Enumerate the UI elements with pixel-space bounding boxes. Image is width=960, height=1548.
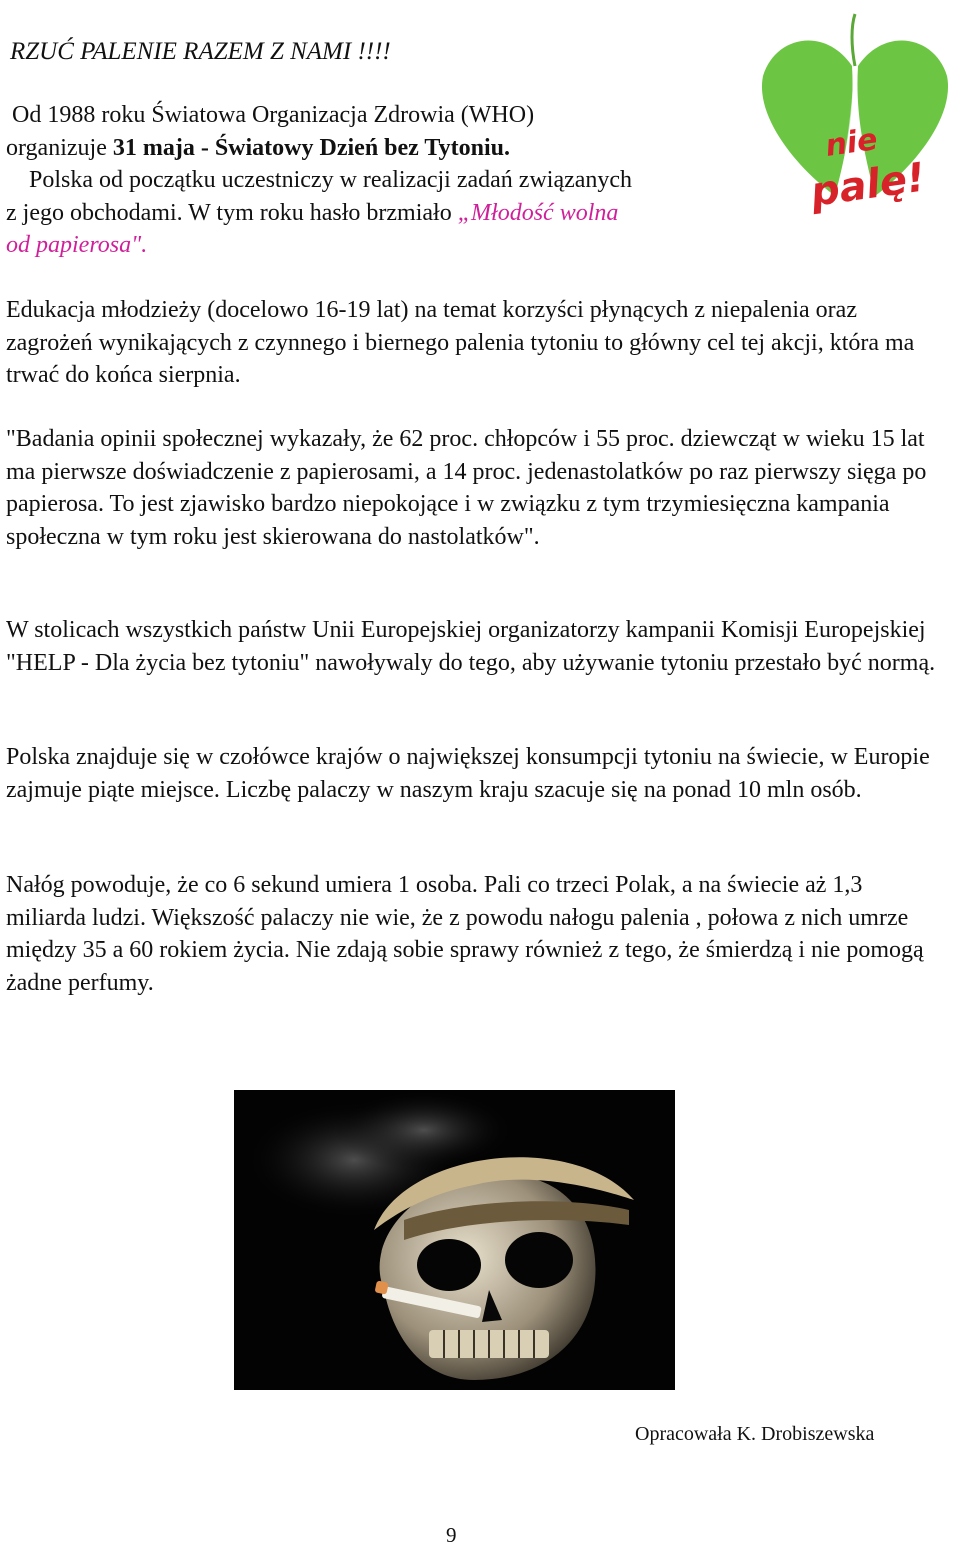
paragraph-education: Edukacja młodzieży (docelowo 16-19 lat) na temat korzyści płynących z niepalenia oraz zagrożeń wynikających z czynnego i biernego palenia tytoniu to główny cel tej akcji, która ma trwać do końca sierpnia.: [6, 297, 915, 388]
paragraph-poland-consumption: Polska znajduje się w czołówce krajów o największej konsumpcji tytoniu na świecie, w Europie zajmuje piąte miejsce. Liczbę palaczy w naszym kraju szacuje się na ponad 10 mln osób.: [6, 744, 930, 803]
intro-line-2: organizuje 31 maja - Światowy Dzień bez Tytoniu.: [6, 134, 510, 161]
slogan-part-2: od papierosa".: [6, 232, 148, 258]
world-no-tobacco-day: 31 maja - Światowy Dzień bez Tytoniu.: [112, 134, 510, 161]
page-number: 9: [446, 1523, 457, 1547]
intro-block: [6, 99, 746, 262]
intro-line-1: Od 1988 roku Światowa Organizacja Zdrowia (WHO): [12, 102, 535, 128]
author-credit: Opracowała K. Drobiszewska: [635, 1423, 875, 1445]
skull-smoking-photo: [234, 1090, 675, 1390]
page-title: RZUĆ PALENIE RAZEM Z NAMI !!!!: [10, 38, 391, 65]
svg-text:palę!: palę!: [807, 154, 928, 216]
intro-line-3: Polska od początku uczestniczy w realizacji zadań związanych: [29, 167, 633, 193]
svg-text:nie: nie: [823, 122, 880, 164]
paragraph-addiction-facts: Nałóg powoduje, że co 6 sekund umiera 1 osoba. Pali co trzeci Polak, a na świecie aż 1,3 miliarda ludzi. Większość palaczy nie wie, że z powodu nałogu palenia , połowa z nich umrze między 35 a 60 rokiem życia. Nie zdają sobie sprawy również z tego, że śmierdzą i nie pomogą żadne perfumy.: [6, 872, 924, 996]
paragraph-eu-campaign: W stolicach wszystkich państw Unii Europejskiej organizatorzy kampanii Komisji Europejskiej "HELP - Dla życia bez tytoniu" nawoływaly do tego, aby używanie tytoniu przestało być normą.: [6, 617, 936, 676]
skull-icon: [234, 1090, 675, 1390]
intro-line-5: [6, 229, 746, 262]
leaf-icon: [755, 6, 955, 226]
paragraph-survey: "Badania opinii społecznej wykazały, że 62 proc. chłopców i 55 proc. dziewcząt w wieku 15 lat ma pierwsze doświadczenie z papierosami, a 14 proc. jedenastolatków po raz pierwszy sięga po papierosa. To jest zjawisko bardzo niepokojące i w związku z tym trzymiesięczna kampania społeczna w tym roku jest skierowana do nastolatków".: [6, 426, 927, 550]
nie-pale-logo: [755, 6, 955, 226]
slogan-part-1: „Młodość wolna: [457, 199, 619, 226]
intro-line-4: z jego obchodami. W tym roku hasło brzmiało „Młodość wolna: [6, 199, 619, 226]
